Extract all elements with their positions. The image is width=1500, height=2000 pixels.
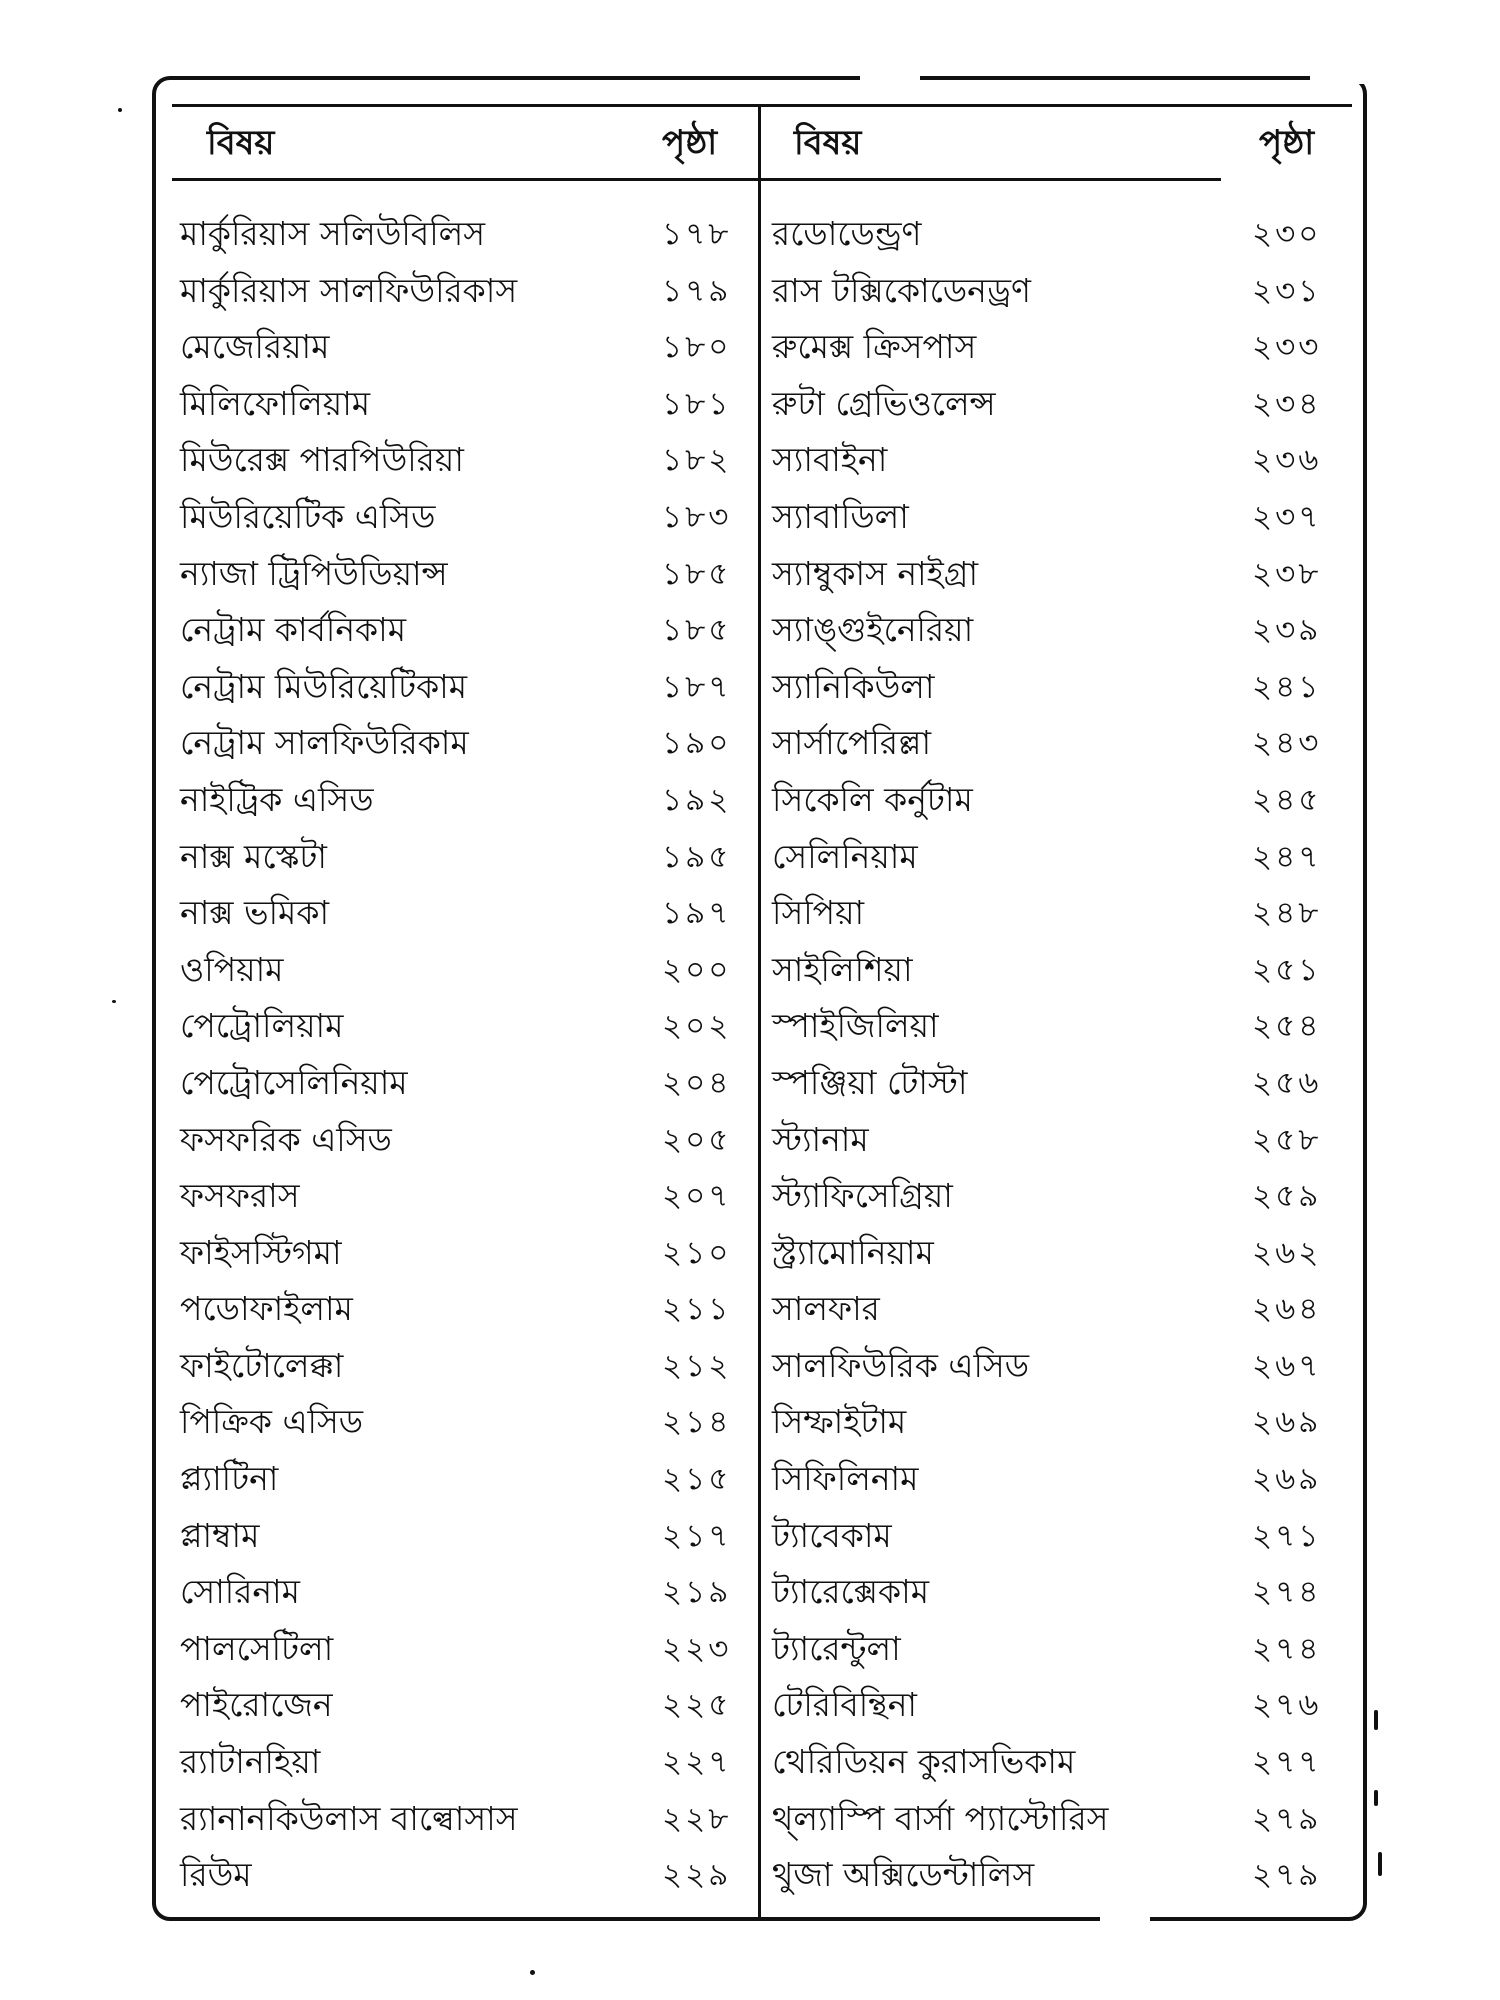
entry-name: টেরিবিন্থিনা bbox=[772, 1685, 917, 1725]
entry-name: মিলিফোলিয়াম bbox=[180, 383, 371, 423]
entry-name: স্ট্যাফিসেগ্রিয়া bbox=[772, 1176, 953, 1216]
index-entry bbox=[180, 546, 750, 603]
index-entry bbox=[180, 659, 750, 716]
index-entry bbox=[180, 1734, 750, 1791]
entry-name: র‍্যানানকিউলাস বাল্বোসাস bbox=[180, 1798, 518, 1838]
index-entry bbox=[180, 942, 750, 999]
entry-page-number: ২৭৯ bbox=[1252, 1857, 1322, 1894]
entry-page-number: ২২৯ bbox=[662, 1857, 732, 1894]
entry-name: স্পঞ্জিয়া টোস্টা bbox=[772, 1062, 968, 1102]
entry-name: সিফিলিনাম bbox=[772, 1459, 919, 1499]
index-entry bbox=[180, 1564, 750, 1621]
entry-page-number: ২৪৩ bbox=[1252, 725, 1322, 762]
entry-page-number: ১৮০ bbox=[662, 329, 732, 366]
entry-page-number: ২৩৬ bbox=[1252, 442, 1322, 479]
entry-page-number: ২০৪ bbox=[662, 1064, 732, 1101]
right-entry-list bbox=[772, 206, 1347, 1904]
entry-name: স্ট্যানাম bbox=[772, 1119, 869, 1159]
entry-name: রুমেক্স ক্রিসপাস bbox=[772, 327, 977, 367]
entry-page-number: ২১৪ bbox=[662, 1404, 732, 1441]
entry-page-number: ২৭১ bbox=[1252, 1517, 1322, 1554]
entry-page-number: ২৭৬ bbox=[1252, 1687, 1322, 1724]
entry-page-number: ২৫৪ bbox=[1252, 1008, 1322, 1045]
index-entry bbox=[772, 1451, 1347, 1508]
index-entry bbox=[772, 1508, 1347, 1565]
entry-name: স্যাম্বুকাস নাইগ্রা bbox=[772, 553, 979, 593]
index-entry bbox=[180, 489, 750, 546]
entry-name: ফসফরিক এসিড bbox=[180, 1119, 392, 1159]
entry-page-number: ২১৯ bbox=[662, 1574, 732, 1611]
entry-page-number: ২৪৮ bbox=[1252, 895, 1322, 932]
entry-page-number: ২৫৮ bbox=[1252, 1121, 1322, 1158]
index-entry bbox=[180, 1791, 750, 1848]
entry-name: স্যাঙ্গুইনেরিয়া bbox=[772, 610, 974, 650]
entry-name: রাস টক্সিকোডেনড্রণ bbox=[772, 270, 1031, 310]
entry-name: থেরিডিয়ন কুরাসভিকাম bbox=[772, 1742, 1076, 1782]
index-entry bbox=[180, 1281, 750, 1338]
entry-page-number: ১৮১ bbox=[662, 385, 732, 422]
entry-name: ফাইটোলেক্কা bbox=[180, 1345, 344, 1385]
index-entry bbox=[180, 1112, 750, 1169]
index-entry bbox=[772, 1112, 1347, 1169]
entry-page-number: ১৯২ bbox=[662, 781, 732, 818]
entry-page-number: ২৬৭ bbox=[1252, 1347, 1322, 1384]
entry-page-number: ১৯০ bbox=[662, 725, 732, 762]
entry-page-number: ২৩০ bbox=[1252, 216, 1322, 252]
right-subject-heading: বিষয় bbox=[794, 123, 862, 163]
entry-page-number: ২৬৪ bbox=[1252, 1291, 1322, 1328]
entry-page-number: ২১৭ bbox=[662, 1517, 732, 1554]
entry-page-number: ২১০ bbox=[662, 1234, 732, 1271]
index-entry bbox=[772, 206, 1347, 263]
entry-name: মিউরেক্স পারপিউরিয়া bbox=[180, 440, 464, 480]
index-entry bbox=[772, 432, 1347, 489]
index-entry bbox=[180, 1168, 750, 1225]
entry-name: পেট্রোসেলিনিয়াম bbox=[180, 1062, 408, 1102]
index-entry bbox=[180, 263, 750, 320]
entry-name: পাইরোজেন bbox=[180, 1685, 333, 1725]
index-entry bbox=[772, 1394, 1347, 1451]
index-entry bbox=[772, 772, 1347, 829]
scan-speck bbox=[1378, 1852, 1382, 1876]
entry-name: স্যাবাইনা bbox=[772, 440, 888, 480]
entry-page-number: ১৮২ bbox=[662, 442, 732, 479]
entry-page-number: ২০২ bbox=[662, 1008, 732, 1045]
entry-name: ফসফরাস bbox=[180, 1176, 300, 1216]
entry-name: সিম্ফাইটাম bbox=[772, 1402, 907, 1442]
index-entry bbox=[180, 1677, 750, 1734]
table-top-rule bbox=[172, 104, 1352, 107]
entry-page-number: ২০৭ bbox=[662, 1178, 732, 1215]
entry-page-number: ২১১ bbox=[662, 1291, 732, 1328]
entry-name: মেজেরিয়াম bbox=[180, 327, 330, 367]
index-entry bbox=[180, 1508, 750, 1565]
right-column-header bbox=[764, 108, 1354, 178]
entry-name: রুটা গ্রেভিওলেন্স bbox=[772, 383, 996, 423]
entry-name: সালফিউরিক এসিড bbox=[772, 1345, 1030, 1385]
entry-name: ট্যারেক্সেকাম bbox=[772, 1572, 930, 1612]
index-entry bbox=[772, 546, 1347, 603]
entry-page-number: ২২৮ bbox=[662, 1800, 732, 1837]
entry-page-number: ২৭৭ bbox=[1252, 1744, 1322, 1781]
index-entry bbox=[772, 1621, 1347, 1678]
entry-name: মিউরিয়েটিক এসিড bbox=[180, 496, 436, 536]
entry-name: সিপিয়া bbox=[772, 893, 865, 933]
entry-page-number: ২৬২ bbox=[1252, 1234, 1322, 1271]
entry-name: সেলিনিয়াম bbox=[772, 836, 918, 876]
scan-speck bbox=[118, 108, 122, 112]
entry-page-number: ২৩৭ bbox=[1252, 498, 1322, 535]
index-entry bbox=[772, 998, 1347, 1055]
entry-page-number: ১৭৮ bbox=[662, 216, 732, 252]
index-entry bbox=[772, 602, 1347, 659]
entry-name: নাক্স ভমিকা bbox=[180, 893, 330, 933]
entry-page-number: ১৮৩ bbox=[662, 498, 732, 535]
index-entry bbox=[772, 319, 1347, 376]
entry-name: মার্কুরিয়াস সালফিউরিকাস bbox=[180, 270, 518, 310]
entry-page-number: ২৩৩ bbox=[1252, 329, 1322, 366]
entry-page-number: ২৪৭ bbox=[1252, 838, 1322, 875]
entry-page-number: ২৭৪ bbox=[1252, 1574, 1322, 1611]
index-entry bbox=[772, 1281, 1347, 1338]
left-header-rule bbox=[172, 178, 758, 181]
entry-name: স্যানিকিউলা bbox=[772, 666, 935, 706]
index-entry bbox=[772, 659, 1347, 716]
entry-name: পেট্রোলিয়াম bbox=[180, 1006, 344, 1046]
entry-page-number: ১৯৫ bbox=[662, 838, 732, 875]
index-entry bbox=[180, 602, 750, 659]
entry-name: নাইট্রিক এসিড bbox=[180, 779, 374, 819]
index-entry bbox=[180, 829, 750, 886]
entry-name: ফাইসস্টিগমা bbox=[180, 1232, 342, 1272]
entry-page-number: ২৫৬ bbox=[1252, 1064, 1322, 1101]
index-entry bbox=[772, 942, 1347, 999]
index-entry bbox=[180, 376, 750, 433]
frame-gap bbox=[1100, 1915, 1150, 1927]
entry-page-number: ১৮৭ bbox=[662, 668, 732, 705]
entry-page-number: ২৪৫ bbox=[1252, 781, 1322, 818]
index-entry bbox=[180, 998, 750, 1055]
entry-page-number: ২০০ bbox=[662, 951, 732, 988]
entry-name: প্ল্যাটিনা bbox=[180, 1459, 279, 1499]
column-divider bbox=[758, 104, 761, 1921]
entry-name: ন্যাজা ট্রিপিউডিয়ান্স bbox=[180, 553, 448, 593]
index-entry bbox=[772, 1734, 1347, 1791]
entry-page-number: ২২৫ bbox=[662, 1687, 732, 1724]
index-entry bbox=[772, 489, 1347, 546]
scan-speck bbox=[530, 1970, 535, 1975]
entry-name: নাক্স মস্কেটা bbox=[180, 836, 327, 876]
index-entry bbox=[772, 1055, 1347, 1112]
entry-page-number: ২৬৯ bbox=[1252, 1461, 1322, 1498]
entry-page-number: ২৭৯ bbox=[1252, 1800, 1322, 1837]
entry-page-number: ২৫১ bbox=[1252, 951, 1322, 988]
entry-page-number: ২৩৪ bbox=[1252, 385, 1322, 422]
entry-name: রিউম bbox=[180, 1855, 252, 1895]
entry-name: থ্ল্যাস্পি বার্সা প্যাস্টোরিস bbox=[772, 1798, 1109, 1838]
index-entry bbox=[180, 1621, 750, 1678]
entry-name: নেট্রাম সালফিউরিকাম bbox=[180, 723, 469, 763]
frame-gap bbox=[1310, 70, 1380, 84]
index-entry bbox=[180, 1338, 750, 1395]
right-header-rule bbox=[761, 178, 1221, 181]
left-column-header bbox=[172, 108, 752, 178]
index-entry bbox=[180, 772, 750, 829]
scan-speck bbox=[1374, 1710, 1378, 1730]
right-page-heading: পৃষ্ঠা bbox=[1259, 123, 1315, 163]
entry-name: পালসেটিলা bbox=[180, 1628, 334, 1668]
entry-page-number: ২৫৯ bbox=[1252, 1178, 1322, 1215]
entry-page-number: ১৮৫ bbox=[662, 555, 732, 592]
entry-name: সোরিনাম bbox=[180, 1572, 300, 1612]
index-entry bbox=[180, 319, 750, 376]
index-entry bbox=[772, 1847, 1347, 1904]
entry-name: প্লাম্বাম bbox=[180, 1515, 260, 1555]
entry-name: ওপিয়াম bbox=[180, 949, 284, 989]
entry-name: সার্সাপেরিল্লা bbox=[772, 723, 932, 763]
index-entry bbox=[180, 1451, 750, 1508]
entry-name: সাইলিশিয়া bbox=[772, 949, 913, 989]
entry-name: নেট্রাম কার্বনিকাম bbox=[180, 610, 407, 650]
entry-name: পডোফাইলাম bbox=[180, 1289, 353, 1329]
entry-name: স্ট্র্যামোনিয়াম bbox=[772, 1232, 934, 1272]
index-entry bbox=[180, 1055, 750, 1112]
index-entry bbox=[180, 885, 750, 942]
entry-page-number: ২৩৯ bbox=[1252, 612, 1322, 649]
index-entry bbox=[772, 1791, 1347, 1848]
entry-page-number: ১৭৯ bbox=[662, 272, 732, 309]
index-entry bbox=[772, 376, 1347, 433]
entry-name: সিকেলি কর্নুটাম bbox=[772, 779, 973, 819]
left-subject-heading: বিষয় bbox=[207, 123, 275, 163]
entry-page-number: ২৭৪ bbox=[1252, 1630, 1322, 1667]
entry-name: রডোডেন্ড্রণ bbox=[772, 214, 922, 253]
entry-page-number: ২৬৯ bbox=[1252, 1404, 1322, 1441]
index-entry bbox=[180, 1225, 750, 1282]
entry-name: সালফার bbox=[772, 1289, 880, 1329]
index-entry bbox=[180, 432, 750, 489]
entry-name: ট্যারেন্টুলা bbox=[772, 1628, 901, 1668]
left-entry-list bbox=[180, 206, 750, 1904]
index-entry bbox=[772, 263, 1347, 320]
frame-gap bbox=[860, 70, 920, 84]
entry-name: স্যাবাডিলা bbox=[772, 496, 909, 536]
entry-name: মার্কুরিয়াস সলিউবিলিস bbox=[180, 214, 486, 253]
entry-page-number: ১৮৫ bbox=[662, 612, 732, 649]
index-entry bbox=[772, 1225, 1347, 1282]
index-entry bbox=[180, 1847, 750, 1904]
entry-name: র‍্যাটানহিয়া bbox=[180, 1742, 321, 1782]
entry-page-number: ২১২ bbox=[662, 1347, 732, 1384]
entry-page-number: ২২৭ bbox=[662, 1744, 732, 1781]
entry-page-number: ২৩১ bbox=[1252, 272, 1322, 309]
entry-page-number: ১৯৭ bbox=[662, 895, 732, 932]
entry-page-number: ২২৩ bbox=[662, 1630, 732, 1667]
index-entry bbox=[180, 715, 750, 772]
index-entry bbox=[772, 715, 1347, 772]
entry-name: স্পাইজিলিয়া bbox=[772, 1006, 939, 1046]
entry-name: থুজা অক্সিডেন্টালিস bbox=[772, 1855, 1035, 1895]
entry-name: নেট্রাম মিউরিয়েটিকাম bbox=[180, 666, 468, 706]
index-entry bbox=[772, 829, 1347, 886]
entry-page-number: ২০৫ bbox=[662, 1121, 732, 1158]
left-page-heading: পৃষ্ঠা bbox=[662, 123, 718, 163]
entry-page-number: ২৩৮ bbox=[1252, 555, 1322, 592]
entry-page-number: ২১৫ bbox=[662, 1461, 732, 1498]
index-entry bbox=[772, 885, 1347, 942]
entry-page-number: ২৪১ bbox=[1252, 668, 1322, 705]
index-entry bbox=[772, 1677, 1347, 1734]
index-entry bbox=[772, 1338, 1347, 1395]
index-entry bbox=[180, 206, 750, 263]
entry-name: পিক্রিক এসিড bbox=[180, 1402, 364, 1442]
index-entry bbox=[772, 1564, 1347, 1621]
entry-name: ট্যাবেকাম bbox=[772, 1515, 892, 1555]
scan-speck bbox=[1374, 1790, 1378, 1806]
index-entry bbox=[180, 1394, 750, 1451]
index-entry bbox=[772, 1168, 1347, 1225]
scan-speck bbox=[112, 1000, 116, 1003]
